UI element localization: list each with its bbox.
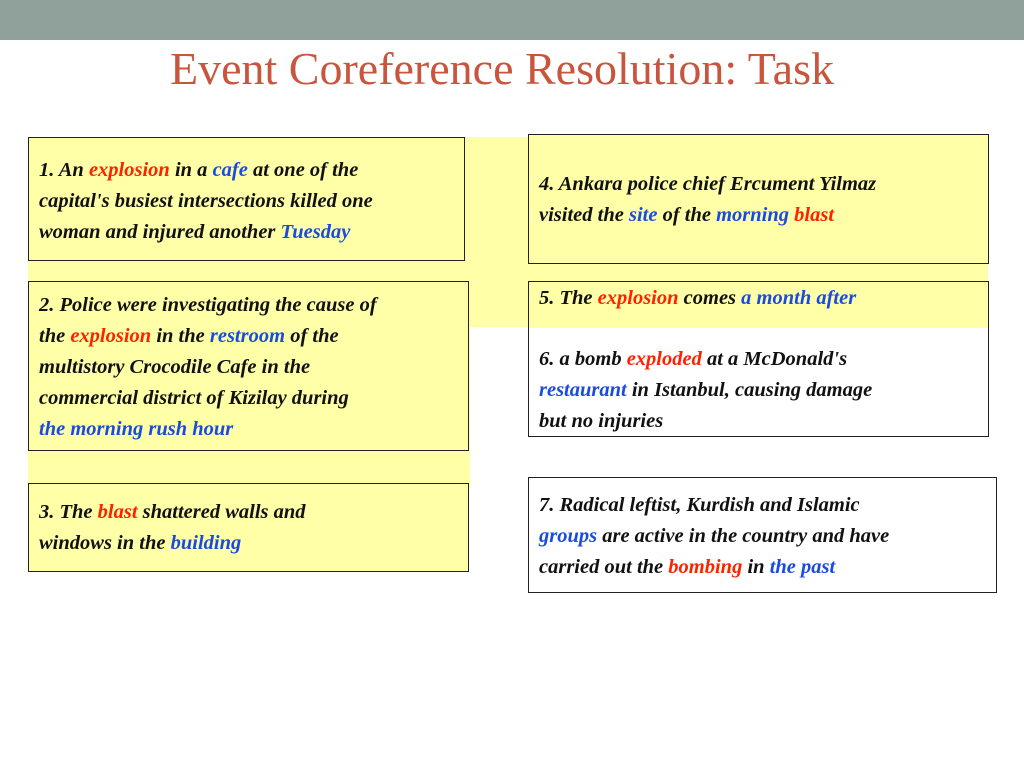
sentence-box-2 bbox=[28, 281, 469, 451]
sentence-box-5-6 bbox=[528, 281, 989, 437]
text-segment: in bbox=[742, 556, 770, 578]
highlight-band-middle bbox=[470, 137, 528, 327]
top-bar bbox=[0, 0, 1024, 40]
argument-mention: Tuesday bbox=[280, 221, 351, 243]
text-segment: in the bbox=[151, 325, 210, 347]
sentence-line bbox=[39, 414, 459, 445]
sentence-line bbox=[539, 521, 987, 552]
argument-mention: the past bbox=[769, 556, 836, 578]
argument-mention: a month after bbox=[741, 287, 857, 309]
text-segment: 1. An bbox=[39, 159, 89, 181]
argument-mention: building bbox=[170, 532, 242, 554]
sentence-line bbox=[39, 321, 459, 352]
sentence-line bbox=[539, 200, 979, 231]
text-segment: 7. Radical leftist, Kurdish and Islamic bbox=[539, 494, 860, 516]
sentence-line bbox=[39, 497, 459, 528]
sentence-line bbox=[539, 375, 872, 406]
event-mention: explosion bbox=[70, 325, 152, 347]
text-segment: 2. Police were investigating the cause of bbox=[39, 294, 377, 316]
text-segment: capital's busiest intersections killed one bbox=[39, 190, 373, 212]
event-mention: blast bbox=[794, 204, 835, 226]
sentence-box-1 bbox=[28, 137, 465, 261]
sentence-line bbox=[539, 169, 979, 200]
sentence-line bbox=[539, 283, 856, 314]
event-mention: blast bbox=[97, 501, 138, 523]
argument-mention: morning bbox=[716, 204, 790, 226]
sentence-box-3 bbox=[28, 483, 469, 572]
text-segment: but no injuries bbox=[539, 410, 664, 432]
text-segment: multistory Crocodile Cafe in the bbox=[39, 356, 311, 378]
sentence-line bbox=[39, 155, 455, 186]
argument-mention: groups bbox=[539, 525, 598, 547]
sentence-line bbox=[39, 383, 459, 414]
argument-mention: cafe bbox=[212, 159, 248, 181]
sentence-line bbox=[39, 528, 459, 559]
sentence-line bbox=[539, 344, 872, 375]
text-segment: at a McDonald's bbox=[701, 348, 848, 370]
sentence-line bbox=[39, 217, 455, 248]
text-segment: are active in the country and have bbox=[597, 525, 890, 547]
sentence-line bbox=[39, 290, 459, 321]
text-segment: of the bbox=[285, 325, 339, 347]
event-mention: explosion bbox=[597, 287, 679, 309]
text-segment: 6. a bomb bbox=[539, 348, 627, 370]
sentence-6 bbox=[539, 344, 872, 437]
text-segment: commercial district of Kizilay during bbox=[39, 387, 349, 409]
text-segment: windows in the bbox=[39, 532, 171, 554]
text-segment: in Istanbul, causing damage bbox=[626, 379, 873, 401]
sentence-line bbox=[39, 352, 459, 383]
sentence-line bbox=[539, 406, 872, 437]
sentence-line bbox=[39, 186, 455, 217]
text-segment: visited the bbox=[539, 204, 629, 226]
sentence-line bbox=[539, 552, 987, 583]
text-segment: carried out the bbox=[539, 556, 669, 578]
sentence-5 bbox=[539, 283, 856, 314]
text-segment: in a bbox=[169, 159, 213, 181]
text-segment: 4. Ankara police chief Ercument Yilmaz bbox=[539, 173, 877, 195]
sentence-box-4 bbox=[528, 134, 989, 264]
argument-mention: the morning rush hour bbox=[39, 418, 234, 440]
text-segment: 5. The bbox=[539, 287, 598, 309]
slide-title: Event Coreference Resolution: Task bbox=[169, 43, 834, 94]
text-segment: of the bbox=[657, 204, 717, 226]
text-segment: shattered walls and bbox=[137, 501, 306, 523]
sentence-box-7 bbox=[528, 477, 997, 593]
event-mention: bombing bbox=[668, 556, 743, 578]
text-segment: 3. The bbox=[39, 501, 98, 523]
argument-mention: site bbox=[628, 204, 658, 226]
event-mention: explosion bbox=[88, 159, 170, 181]
text-segment: comes bbox=[678, 287, 742, 309]
argument-mention: restaurant bbox=[539, 379, 627, 401]
text-segment: the bbox=[39, 325, 71, 347]
event-mention: exploded bbox=[626, 348, 702, 370]
text-segment: at one of the bbox=[247, 159, 359, 181]
argument-mention: restroom bbox=[209, 325, 286, 347]
text-segment: woman and injured another bbox=[39, 221, 281, 243]
sentence-line bbox=[539, 490, 987, 521]
